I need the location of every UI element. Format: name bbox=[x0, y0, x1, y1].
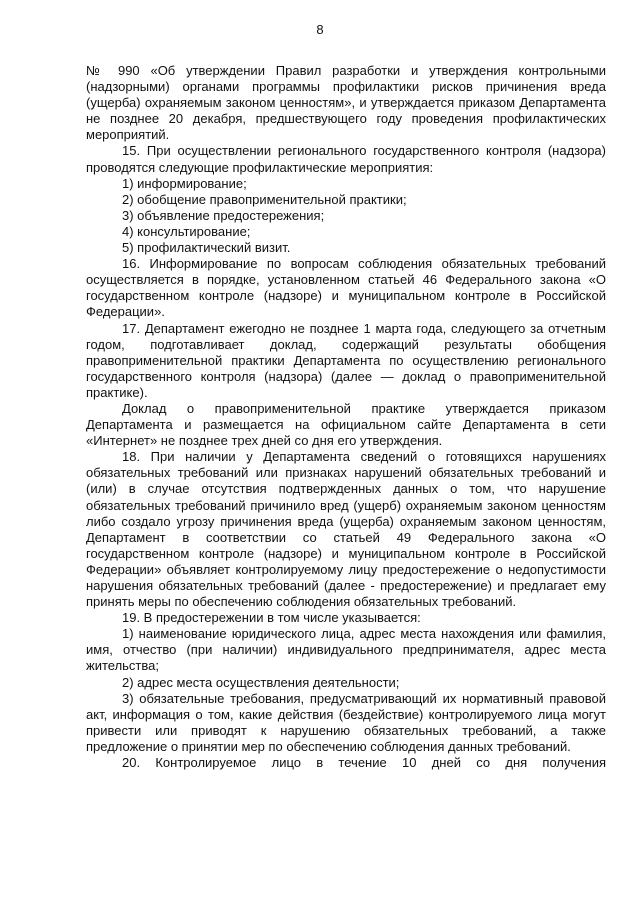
paragraph: 3) объявление предостережения; bbox=[122, 207, 325, 223]
paragraph: № 990 «Об утверждении Правил разработки и утверждения контрольными (надзорными) органами программы профилактики рисков причинения вреда (ущерба) охраняемым законом ценностям», и утверждается приказом Департамента не позднее 20 декабря, предшествующего году проведения профилактических мероприятий. bbox=[86, 63, 606, 143]
paragraph: 5) профилактический визит. bbox=[122, 240, 291, 256]
document-body bbox=[86, 63, 606, 771]
page-number: 8 bbox=[316, 22, 324, 37]
paragraph: 15. При осуществлении регионального государственного контроля (надзора) проводятся следующие профилактические мероприятия: bbox=[86, 143, 606, 175]
paragraph: 1) наименование юридического лица, адрес места нахождения или фамилия, имя, отчество (при наличии) индивидуального предпринимателя, адрес места жительства; bbox=[86, 626, 606, 674]
paragraph: 20. Контролируемое лицо в течение 10 дней со дня получения bbox=[122, 755, 606, 771]
paragraph: 3) обязательные требования, предусматривающий их нормативный правовой акт, информация о том, какие действия (бездействие) контролируемого лица могут привести или приводят к нарушению обязательных требований, а также предложение о принятии мер по обеспечению соблюдения данных требований. bbox=[86, 690, 606, 754]
paragraph: 18. При наличии у Департамента сведений о готовящихся нарушениях обязательных требований или признаках нарушений обязательных требований и (или) в случае отсутствия подтвержденных данных о том, что нарушение обязательных требований причинило вред (ущерб) охраняемым законом ценностям либо создало угрозу причинения вреда (ущерба) охраняемым законом ценностям, Департамент в соответствии со статьей 49 Федерального закона «О государственном контроле (надзоре) и муниципальном контроле в Российской Федерации» объявляет контролируемому лицу предостережение о недопустимости нарушения обязательных требований (далее - предостережение) и предлагает ему принять меры по обеспечению соблюдения обязательных требований. bbox=[86, 449, 606, 610]
paragraph: 1) информирование; bbox=[122, 175, 247, 191]
paragraph: 2) адрес места осуществления деятельности; bbox=[122, 674, 400, 690]
paragraph: 17. Департамент ежегодно не позднее 1 марта года, следующего за отчетным годом, подготавливает доклад, содержащий результаты обобщения правоприменительной практики Департамента по осуществлению регионального государственного контроля (надзора) (далее — доклад о правоприменительной практике). bbox=[86, 320, 606, 400]
paragraph: 4) консультирование; bbox=[122, 223, 251, 239]
paragraph: 16. Информирование по вопросам соблюдения обязательных требований осуществляется в порядке, установленном статьей 46 Федерального закона «О государственном контроле (надзоре) и муниципальном контроле в Российской Федерации». bbox=[86, 256, 606, 320]
paragraph: 2) обобщение правоприменительной практики; bbox=[122, 191, 407, 207]
paragraph: Доклад о правоприменительной практике утверждается приказом Департамента и размещается на официальном сайте Департамента в сети «Интернет» не позднее трех дней со дня его утверждения. bbox=[86, 400, 606, 449]
paragraph: 19. В предостережении в том числе указывается: bbox=[122, 610, 421, 626]
